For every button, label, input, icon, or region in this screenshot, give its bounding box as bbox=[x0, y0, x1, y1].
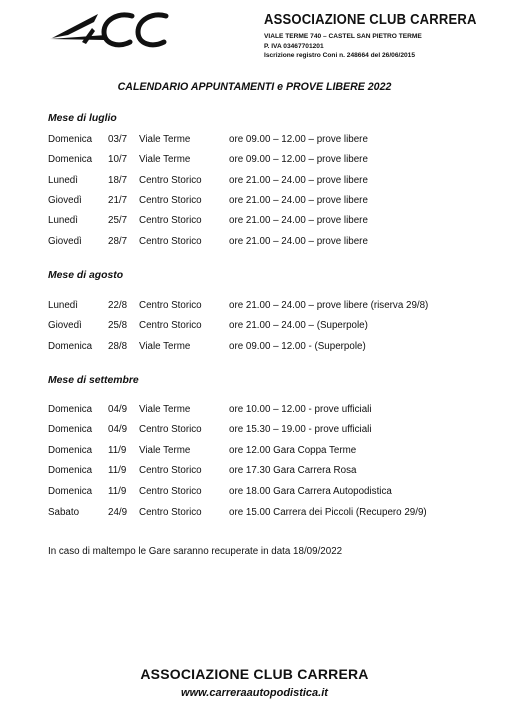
club-logo bbox=[48, 8, 172, 50]
date-cell: 22/8 bbox=[108, 300, 128, 311]
letterhead bbox=[264, 12, 504, 61]
place-cell: Centro Storico bbox=[139, 300, 202, 311]
table-row bbox=[0, 215, 509, 229]
info-cell: ore 09.00 – 12.00 – prove libere bbox=[229, 154, 368, 165]
place-cell: Centro Storico bbox=[139, 507, 202, 518]
table-row bbox=[0, 154, 509, 168]
day-cell: Giovedì bbox=[48, 320, 82, 331]
day-cell: Domenica bbox=[48, 154, 93, 165]
footer bbox=[0, 666, 509, 699]
info-cell: ore 15.00 Carrera dei Piccoli (Recupero 29/9) bbox=[229, 507, 427, 518]
registry-line: Iscrizione registro Coni n. 248664 del 26/06/2015 bbox=[264, 52, 415, 60]
place-cell: Centro Storico bbox=[139, 175, 202, 186]
date-cell: 03/7 bbox=[108, 134, 128, 145]
table-row bbox=[0, 445, 509, 459]
day-cell: Domenica bbox=[48, 341, 93, 352]
day-cell: Lunedì bbox=[48, 175, 78, 186]
date-cell: 18/7 bbox=[108, 175, 128, 186]
day-cell: Domenica bbox=[48, 424, 93, 435]
info-cell: ore 21.00 – 24.00 – prove libere bbox=[229, 236, 368, 247]
date-cell: 11/9 bbox=[108, 486, 127, 497]
table-row bbox=[0, 465, 509, 479]
address-line: VIALE TERME 740 – CASTEL SAN PIETRO TERME bbox=[264, 33, 422, 40]
date-cell: 21/7 bbox=[108, 195, 128, 206]
acc-logo-icon bbox=[48, 8, 172, 50]
place-cell: Centro Storico bbox=[139, 320, 202, 331]
table-row bbox=[0, 175, 509, 189]
table-row bbox=[0, 507, 509, 521]
footer-association-name: ASSOCIAZIONE CLUB CARRERA bbox=[140, 666, 369, 682]
day-cell: Lunedì bbox=[48, 215, 78, 226]
info-cell: ore 21.00 – 24.00 – prove libere bbox=[229, 195, 368, 206]
place-cell: Viale Terme bbox=[139, 154, 191, 165]
date-cell: 24/9 bbox=[108, 507, 128, 518]
website-link[interactable]: www.carreraautopodistica.it bbox=[181, 687, 328, 699]
vat-line: P. IVA 03467701201 bbox=[264, 42, 324, 50]
table-row bbox=[0, 320, 509, 334]
day-cell: Domenica bbox=[48, 465, 93, 476]
day-cell: Lunedì bbox=[48, 300, 78, 311]
info-cell: ore 21.00 – 24.00 – (Superpole) bbox=[229, 320, 368, 331]
date-cell: 11/9 bbox=[108, 445, 127, 456]
info-cell: ore 17.30 Gara Carrera Rosa bbox=[229, 465, 357, 476]
table-row bbox=[0, 486, 509, 500]
section-title-august: Mese di agosto bbox=[48, 270, 124, 281]
date-cell: 25/8 bbox=[108, 320, 128, 331]
section-title-september: Mese di settembre bbox=[48, 375, 139, 386]
place-cell: Centro Storico bbox=[139, 465, 202, 476]
section-title-july: Mese di luglio bbox=[48, 113, 117, 124]
info-cell: ore 10.00 – 12.00 - prove ufficiali bbox=[229, 404, 372, 415]
table-row bbox=[0, 424, 509, 438]
place-cell: Viale Terme bbox=[139, 445, 191, 456]
date-cell: 28/7 bbox=[108, 236, 128, 247]
table-row bbox=[0, 195, 509, 209]
day-cell: Giovedì bbox=[48, 236, 82, 247]
day-cell: Domenica bbox=[48, 445, 93, 456]
date-cell: 11/9 bbox=[108, 465, 127, 476]
info-cell: ore 21.00 – 24.00 – prove libere bbox=[229, 215, 368, 226]
date-cell: 25/7 bbox=[108, 215, 128, 226]
info-cell: ore 09.00 – 12.00 - (Superpole) bbox=[229, 341, 366, 352]
info-cell: ore 18.00 Gara Carrera Autopodistica bbox=[229, 486, 392, 497]
info-cell: ore 09.00 – 12.00 – prove libere bbox=[229, 134, 368, 145]
table-row bbox=[0, 404, 509, 418]
table-row bbox=[0, 236, 509, 250]
info-cell: ore 15.30 – 19.00 - prove ufficiali bbox=[229, 424, 372, 435]
place-cell: Viale Terme bbox=[139, 404, 191, 415]
place-cell: Centro Storico bbox=[139, 215, 202, 226]
document-title: CALENDARIO APPUNTAMENTI e PROVE LIBERE 2022 bbox=[117, 81, 392, 93]
day-cell: Domenica bbox=[48, 404, 93, 415]
weather-note: In caso di maltempo le Gare saranno recuperate in data 18/09/2022 bbox=[48, 546, 343, 557]
day-cell: Domenica bbox=[48, 134, 93, 145]
date-cell: 10/7 bbox=[108, 154, 128, 165]
place-cell: Viale Terme bbox=[139, 341, 191, 352]
place-cell: Centro Storico bbox=[139, 486, 202, 497]
day-cell: Domenica bbox=[48, 486, 93, 497]
place-cell: Centro Storico bbox=[139, 236, 202, 247]
association-name: ASSOCIAZIONE CLUB CARRERA bbox=[264, 12, 477, 28]
day-cell: Sabato bbox=[48, 507, 80, 518]
info-cell: ore 12.00 Gara Coppa Terme bbox=[229, 445, 357, 456]
table-row bbox=[0, 341, 509, 355]
date-cell: 28/8 bbox=[108, 341, 128, 352]
date-cell: 04/9 bbox=[108, 404, 128, 415]
place-cell: Centro Storico bbox=[139, 195, 202, 206]
date-cell: 04/9 bbox=[108, 424, 128, 435]
day-cell: Giovedì bbox=[48, 195, 82, 206]
info-cell: ore 21.00 – 24.00 – prove libere bbox=[229, 175, 368, 186]
place-cell: Centro Storico bbox=[139, 424, 202, 435]
table-row bbox=[0, 134, 509, 148]
place-cell: Viale Terme bbox=[139, 134, 191, 145]
info-cell: ore 21.00 – 24.00 – prove libere (riserva 29/8) bbox=[229, 300, 429, 311]
table-row bbox=[0, 300, 509, 314]
